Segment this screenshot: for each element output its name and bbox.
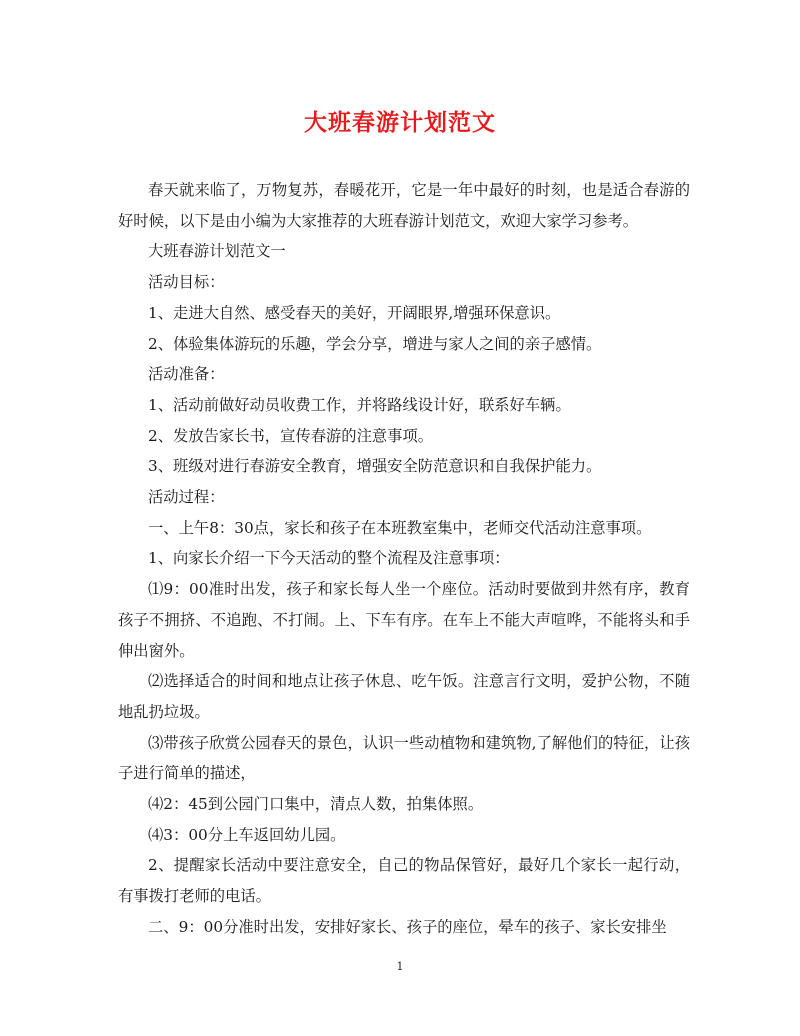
paragraph: ⑷2：45到公园门口集中，清点人数，拍集体照。 (148, 795, 484, 814)
paragraph: 活动目标： (148, 273, 225, 292)
paragraph: ⑶带孩子欣赏公园春天的景色，认识一些动植物和建筑物,了解他们的特征，让孩子进行简单的描述， (118, 733, 690, 783)
paragraph: 3、班级对进行春游安全教育，增强安全防范意识和自我保护能力。 (148, 457, 602, 476)
paragraph: ⑷3：00分上车返回幼儿园。 (148, 825, 346, 844)
document-title: 大班春游计划范文 (304, 109, 496, 136)
paragraph: 大班春游计划范文一 (148, 242, 286, 261)
paragraph: 春天就来临了，万物复苏，春暖花开，它是一年中最好的时刻，也是适合春游的好时候，以下是由小编为大家推荐的大班春游计划范文，欢迎大家学习参考。 (118, 181, 690, 230)
paragraph: ⑵选择适合的时间和地点让孩子休息、吃午饭。注意言行文明，爱护公物，不随地乱扔垃圾。 (118, 672, 690, 721)
paragraph: 1、向家长介绍一下今天活动的整个流程及注意事项： (148, 549, 510, 568)
paragraph: 1、走进大自然、感受春天的美好，开阔眼界,增强环保意识。 (148, 303, 561, 322)
paragraph: 活动过程： (148, 488, 225, 507)
paragraph: 二、9：00分准时出发，安排好家长、孩子的座位，晕车的孩子、家长安排坐 (148, 917, 667, 936)
paragraph: 一、上午8：30点，家长和孩子在本班教室集中，老师交代活动注意事项。 (148, 518, 652, 537)
page-number: 1 (396, 960, 404, 973)
paragraph: 1、活动前做好动员收费工作，并将路线设计好，联系好车辆。 (148, 395, 571, 414)
paragraph: ⑴9：00准时出发，孩子和家长每人坐一个座位。活动时要做到井然有序，教育孩子不拥挤、不追跑、不打闹。上、下车有序。在车上不能大声喧哗，不能将头和手伸出窗外。 (118, 580, 690, 660)
document-body (118, 175, 690, 943)
paragraph: 2、发放告家长书，宣传春游的注意事项。 (148, 426, 434, 445)
paragraph: 活动准备： (148, 365, 225, 384)
paragraph: 2、提醒家长活动中要注意安全，自己的物品保管好，最好几个家长一起行动，有事拨打老师的电话。 (118, 856, 690, 906)
paragraph: 2、体验集体游玩的乐趣，学会分享，增进与家人之间的亲子感情。 (148, 334, 602, 353)
